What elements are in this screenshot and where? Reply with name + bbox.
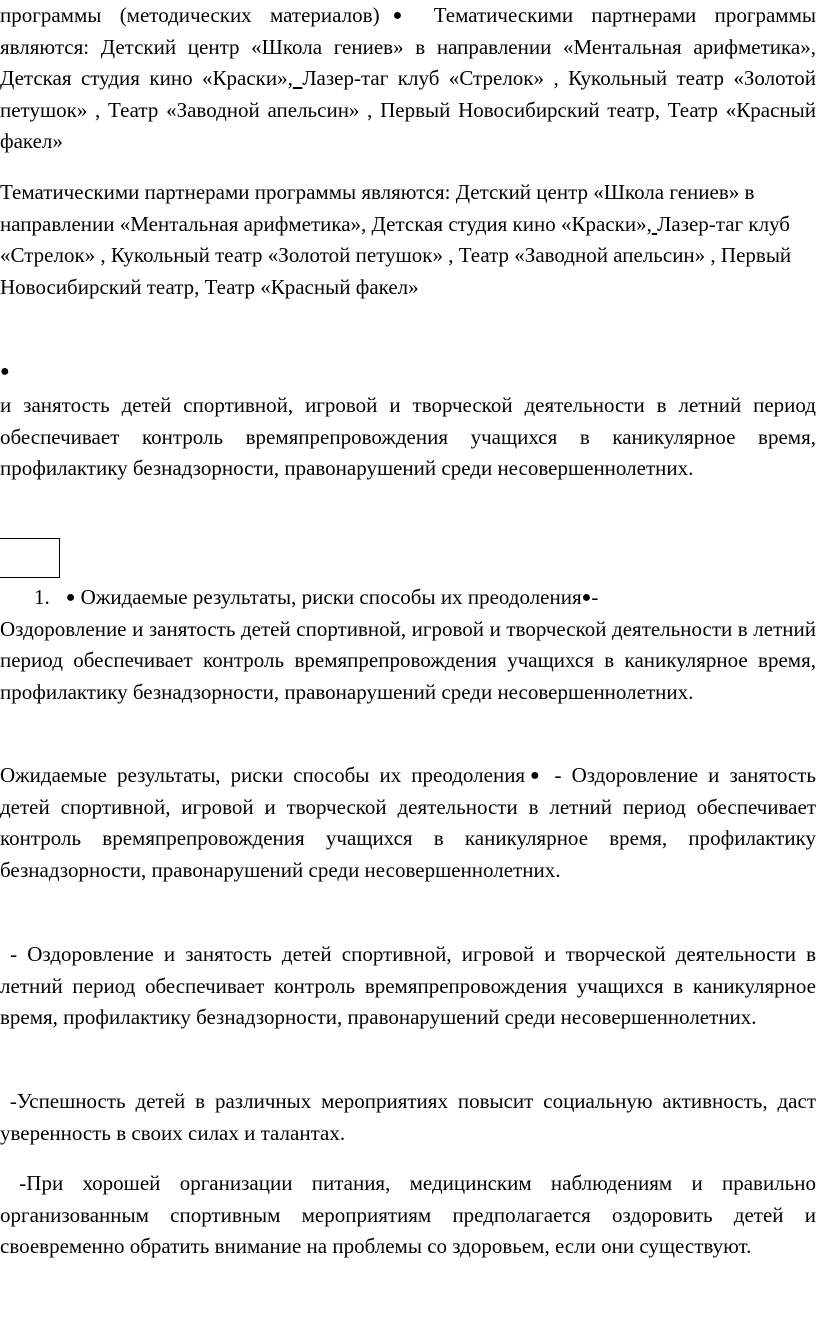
- p2-text-b: Лазер-таг клуб «Стрелок» , Кукольный театр «Золотой петушок» , Театр «Заводной апельсин» , Первый Новосибирский театр, Театр «Красный факел»: [0, 211, 792, 299]
- paragraph-partners-1: [0, 0, 816, 158]
- p2-text-a: Тематическими партнерами программы являются: Детский центр «Школа гениев» в направлении «Ментальная арифметика», Детская студия кино «Краски»,: [0, 180, 755, 236]
- paragraph-nutrition: -При хорошей организации питания, медицинским наблюдениям и правильно организованным спортивным мероприятиям предполагается оздоровить детей и своевременно обратить внимание на проблемы со здоровьем, если они существуют.: [0, 1171, 816, 1258]
- bullet-icon: ●: [379, 7, 416, 24]
- p1-rest: Тематическими партнерами программы являются: Детский центр «Школа гениев» в направлении «Ментальная арифметика», Детская студия кино «Краски»,: [0, 3, 816, 90]
- p1-tail: Лазер-таг клуб «Стрелок» , Кукольный театр «Золотой петушок» , Театр «Заводной апельсин» , Первый Новосибирский театр, Театр «Красный факел»: [0, 66, 816, 153]
- bullet-icon: ●: [525, 767, 545, 784]
- empty-table-cell: [0, 538, 60, 578]
- p1-start: программы (методических материалов): [0, 3, 380, 27]
- bullet-icon: ●: [0, 363, 10, 380]
- list-continuation: Оздоровление и занятость детей спортивной, игровой и творческой деятельности в летний период обеспечивает контроль времяпрепровождения учащихся в каникулярное время, профилактику безнадзорности, правонарушений среди несовершеннолетних.: [0, 616, 816, 704]
- bullet-icon: ●: [581, 589, 592, 606]
- bullet-icon: ●: [65, 589, 76, 606]
- lone-bullet: [0, 356, 10, 388]
- list-number: 1.: [34, 585, 50, 609]
- p4-rest: - Оздоровление и занятость детей спортивной, игровой и творческой деятельности в летний период обеспечивает контроль времяпрепровождения учащихся в каникулярное время, профилактику безнадзорности, правонарушений среди несовершеннолетних.: [0, 763, 816, 882]
- paragraph-health: - Оздоровление и занятость детей спортивной, игровой и творческой деятельности в летний период обеспечивает контроль времяпрепровождения учащихся в каникулярное время, профилактику безнадзорности, правонарушений среди несовершеннолетних.: [0, 942, 816, 1029]
- paragraph-expected-results: [0, 760, 816, 886]
- paragraph-success: -Успешность детей в различных мероприятиях повысит социальную активность, даст уверенность в своих силах и талантах.: [0, 1089, 816, 1145]
- list-dash: -: [591, 585, 599, 609]
- list-item-text: Ожидаемые результаты, риски способы их преодоления: [75, 585, 582, 609]
- paragraph-employment: и занятость детей спортивной, игровой и творческой деятельности в летний период обеспечивает контроль времяпрепровождения учащихся в каникулярное время, профилактику безнадзорности, правонарушений среди несовершеннолетних.: [0, 393, 816, 480]
- paragraph-partners-2: [0, 177, 816, 303]
- p4-start: Ожидаемые результаты, риски способы их преодоления: [0, 763, 526, 787]
- p1-underline: [293, 66, 302, 90]
- list-item-expected-results: [0, 582, 816, 708]
